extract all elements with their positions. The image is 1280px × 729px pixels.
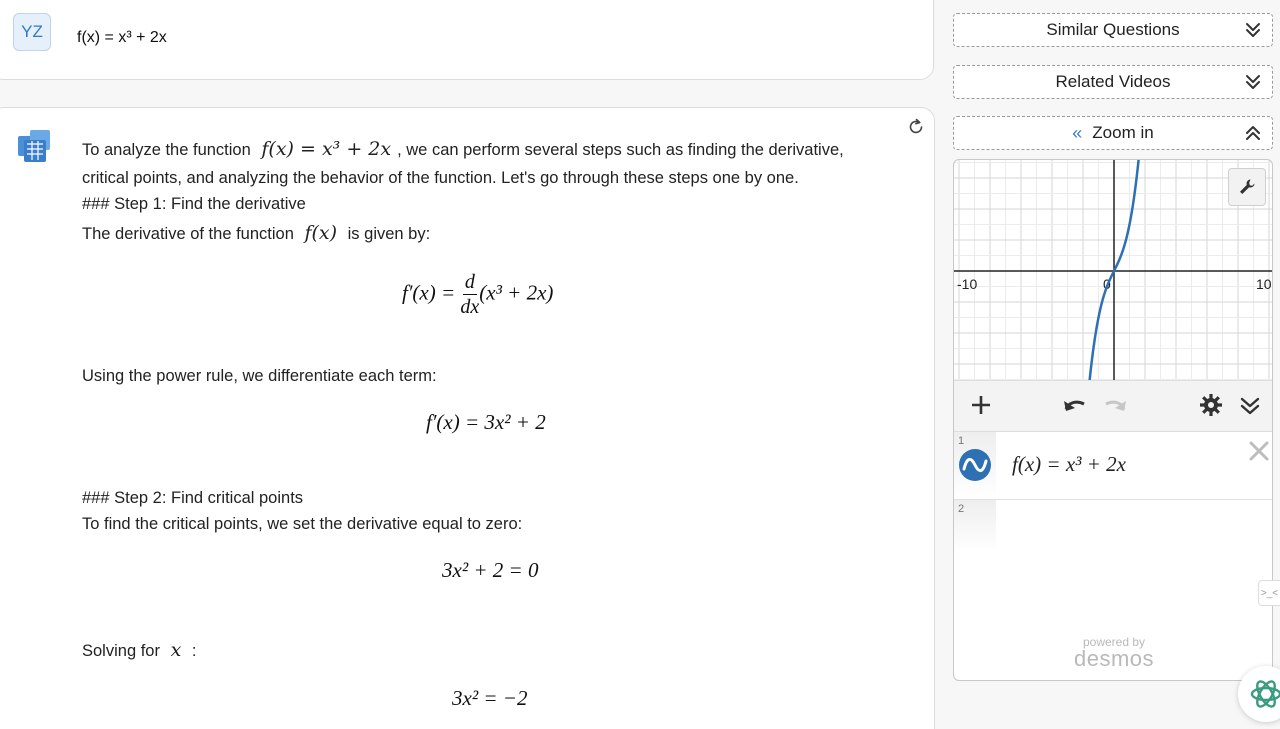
eq1-rhs: (x³ + 2x) [479,280,554,305]
deriv-suffix: is given by: [347,225,431,243]
eq1-fraction [460,270,479,319]
eq2-text: f′(x) = 3x² + 2 [426,410,546,434]
assistant-launcher-button[interactable] [1238,666,1280,722]
equation-derivative-result [426,410,546,435]
intro-suffix: , we can perform several steps such as finding the derivative, [397,141,844,159]
zoom-in-label: Zoom in [1092,123,1154,142]
user-avatar: YZ [13,13,51,51]
similar-questions-label: Similar Questions [1046,20,1180,39]
deriv-prefix: The derivative of the function [82,225,294,243]
chevron-double-up-icon [1244,123,1262,143]
chevron-double-down-icon[interactable] [1239,393,1261,419]
powered-by-text: powered by [1082,635,1146,649]
expression-row-1[interactable] [954,432,1273,500]
equation-derivative-definition [402,270,553,319]
axis-label-origin: 0 [1103,276,1111,292]
eq1-lhs: f′(x) = [402,280,456,305]
axis-label-min: -10 [957,276,978,292]
desmos-calculator [953,159,1273,681]
delete-expression-icon[interactable] [1248,440,1270,462]
expression-row-2[interactable] [954,500,1273,552]
expression-toolbar [954,380,1273,432]
related-videos-label: Related Videos [1055,72,1171,91]
regenerate-icon[interactable] [905,116,927,138]
similar-questions-button[interactable] [953,13,1273,47]
desmos-branding [954,635,1273,669]
solving-for-text [82,636,196,666]
step2-text: To find the critical points, we set the derivative equal to zero: [82,515,523,533]
eq1-denominator: dx [460,296,480,318]
solving-math: x [170,639,182,661]
expression-number: 1 [958,435,965,447]
step1-heading: ### Step 1: Find the derivative [82,195,306,213]
expression-latex: f(x) = x³ + 2x [1012,452,1126,476]
chevron-double-down-icon [1244,20,1262,40]
chevron-double-left-icon: « [1072,122,1083,143]
graph-settings-button[interactable] [1228,168,1266,206]
deriv-math: f(x) [304,222,338,244]
intro-prefix: To analyze the function [82,141,251,159]
intro-math: f(x) = x³ + 2x [261,138,392,160]
graph-canvas[interactable] [954,160,1273,380]
side-panel-tab[interactable]: >_< [1258,580,1280,606]
redo-icon[interactable] [1102,393,1128,417]
expression-number: 2 [958,503,965,515]
axis-label-max: 10 [1256,276,1272,292]
equation-set-zero [442,558,538,583]
derivative-intro [82,219,430,249]
solving-prefix: Solving for [82,642,160,660]
solving-suffix: : [191,642,197,660]
bot-logo-icon [16,128,52,164]
gear-icon[interactable] [1199,393,1223,417]
zoom-in-button[interactable] [953,116,1273,150]
step2-heading: ### Step 2: Find critical points [82,489,304,507]
curve-color-icon[interactable] [958,448,992,482]
intro-line-2: critical points, and analyzing the behavior of the function. Let's go through these steps one by one. [82,169,799,187]
expression-text[interactable] [1012,452,1126,477]
assistant-logo-icon [1248,676,1280,712]
eq4-text: 3x² = −2 [452,686,528,710]
eq1-numerator: d [464,271,475,293]
undo-icon[interactable] [1062,393,1088,417]
eq3-text: 3x² + 2 = 0 [442,558,539,582]
power-rule-text: Using the power rule, we differentiate each term: [82,367,437,385]
wrench-icon [1237,177,1257,197]
user-question-text: f(x) = x³ + 2x [77,29,167,46]
equation-solve-step [452,686,527,711]
intro-line-1 [82,135,844,165]
desmos-logo: desmos [1073,646,1155,671]
related-videos-button[interactable] [953,65,1273,99]
add-item-icon[interactable] [970,393,992,417]
chevron-double-down-icon [1244,72,1262,92]
